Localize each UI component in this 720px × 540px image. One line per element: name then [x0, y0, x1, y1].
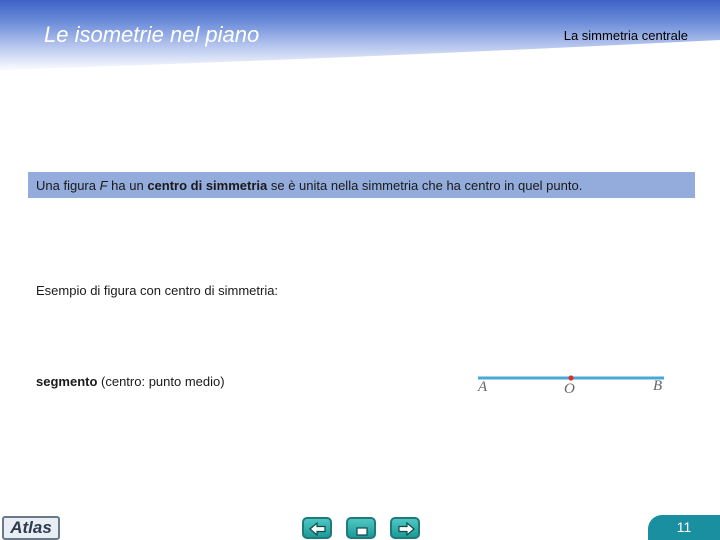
home-square-icon — [352, 521, 372, 537]
home-button[interactable] — [346, 517, 376, 539]
deck-title: Le isometrie nel piano — [44, 22, 260, 47]
arrow-right-icon — [396, 521, 416, 537]
label-b: B — [653, 378, 663, 394]
example-item-term: segmento — [36, 374, 98, 389]
label-o: O — [564, 381, 575, 397]
definition-box — [28, 172, 695, 198]
example-intro: Esempio di figura con centro di simmetria: — [36, 283, 279, 298]
example-item — [36, 374, 225, 389]
definition-term: centro di simmetria — [147, 178, 268, 193]
definition-middle: ha un — [107, 178, 148, 193]
figure-variable: F — [99, 178, 108, 193]
example-item-note: (centro: punto medio) — [97, 374, 225, 389]
definition-suffix: se è unita nella simmetria che ha centro in quel punto. — [267, 178, 583, 193]
definition-prefix: Una figura — [36, 178, 100, 193]
segment-center-point — [568, 375, 573, 380]
page-number: 11 — [648, 515, 720, 540]
segment-figure — [470, 368, 680, 400]
slide-title: La simmetria centrale — [563, 28, 688, 43]
atlas-logo: Atlas — [2, 516, 60, 540]
prev-button[interactable] — [302, 517, 332, 539]
label-a: A — [478, 379, 488, 395]
arrow-left-icon — [308, 521, 328, 537]
next-button[interactable] — [390, 517, 420, 539]
segment-drawing — [470, 368, 680, 400]
